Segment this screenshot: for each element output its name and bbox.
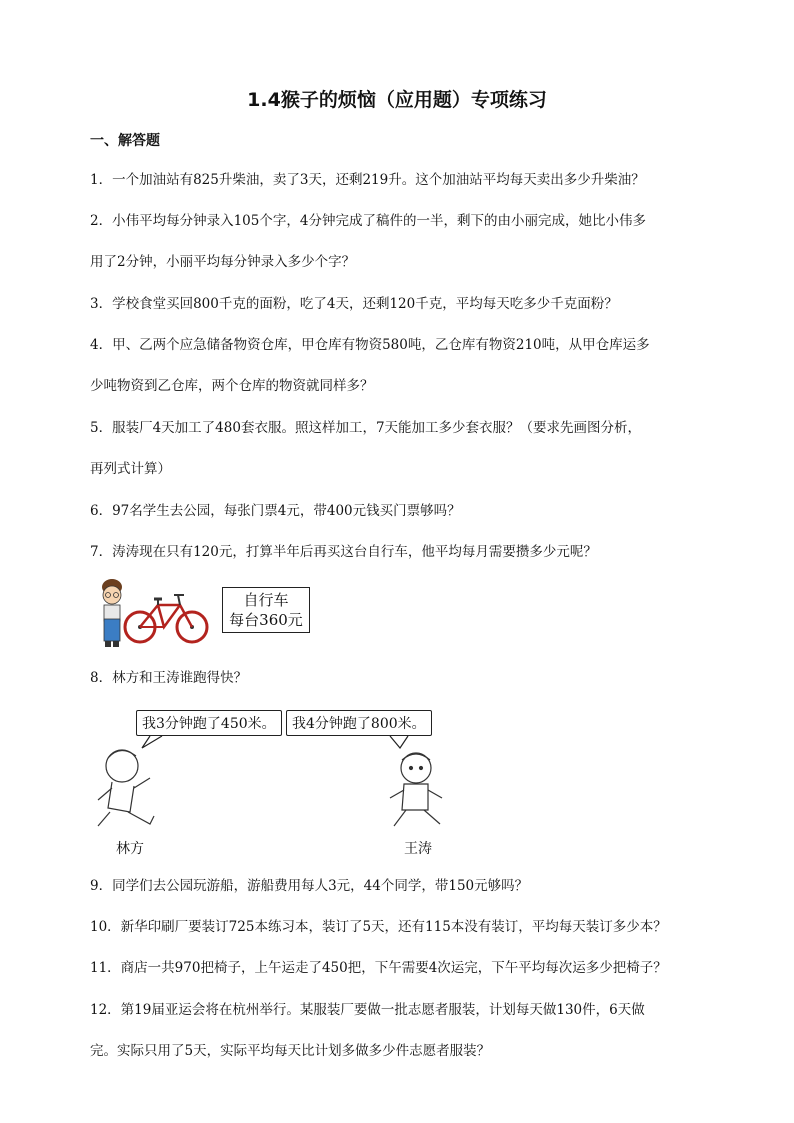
question-9: 9．同学们去公园玩游船，游船费用每人3元，44个同学，带150元够吗？ xyxy=(90,878,529,894)
question-4-line-2: 少吨物资到乙仓库，两个仓库的物资就同样多？ xyxy=(90,378,374,394)
question-3: 3．学校食堂买回800千克的面粉，吃了4天，还剩120千克，平均每天吃多少千克面粉？ xyxy=(90,296,618,312)
boy-with-bicycle-illustration xyxy=(92,575,222,653)
question-11: 11．商店一共970把椅子，上午运走了450把，下午需要4次运完，下午平均每次运多少把椅子？ xyxy=(90,960,667,976)
question-5-line-2: 再列式计算） xyxy=(90,461,171,477)
question-12-line-1: 12．第19届亚运会将在杭州举行。某服装厂要做一批志愿者服装，计划每天做130件，6天做 xyxy=(90,1002,645,1018)
name-label-left: 林方 xyxy=(116,841,144,857)
speech-bubble-right: 我4分钟跑了800米。 xyxy=(286,710,432,736)
question-12-line-2: 完。实际只用了5天，实际平均每天比计划多做多少件志愿者服装？ xyxy=(90,1043,491,1059)
bike-price-line-2: 每台360元 xyxy=(229,611,303,629)
section-heading: 一、解答题 xyxy=(90,133,160,149)
question-2-line-2: 用了2分钟，小丽平均每分钟录入多少个字？ xyxy=(90,254,356,270)
question-4-line-1: 4．甲、乙两个应急储备物资仓库，甲仓库有物资580吨，乙仓库有物资210吨，从甲仓库运多 xyxy=(90,337,650,353)
question-2-line-1: 2．小伟平均每分钟录入105个字，4分钟完成了稿件的一半，剩下的由小丽完成，她比小伟多 xyxy=(90,213,646,229)
runners-figure xyxy=(90,700,450,860)
question-8: 8．林方和王涛谁跑得快？ xyxy=(90,670,248,686)
question-6: 6．97名学生去公园，每张门票4元，带400元钱买门票够吗？ xyxy=(90,503,461,519)
question-7: 7．涛涛现在只有120元，打算半年后再买这台自行车，他平均每月需要攒多少元呢？ xyxy=(90,544,597,560)
question-1: 1．一个加油站有825升柴油，卖了3天，还剩219升。这个加油站平均每天卖出多少升柴油？ xyxy=(90,172,645,188)
bike-figure xyxy=(92,575,332,655)
page-title: 1.4猴子的烦恼（应用题）专项练习 xyxy=(247,89,547,111)
name-label-right: 王涛 xyxy=(404,841,432,857)
question-10: 10．新华印刷厂要装订725本练习本，装订了5天，还有115本没有装订，平均每天装订多少本？ xyxy=(90,919,667,935)
bike-price-line-1: 自行车 xyxy=(243,591,289,609)
speech-bubble-left: 我3分钟跑了450米。 xyxy=(136,710,282,736)
running-children-illustration xyxy=(90,728,450,858)
question-5-line-1: 5．服装厂4天加工了480套衣服。照这样加工，7天能加工多少套衣服？（要求先画图分析， xyxy=(90,420,642,436)
bike-price-box xyxy=(222,587,310,633)
